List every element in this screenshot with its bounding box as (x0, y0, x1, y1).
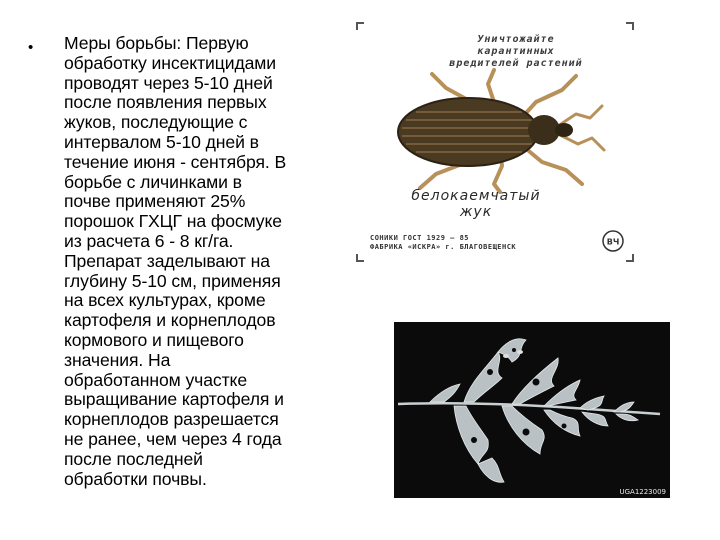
factory-logo-icon (602, 230, 624, 252)
stamp-name-line: жук (459, 204, 493, 220)
bullet-text (64, 34, 328, 489)
text-line: кормового и пищевого (64, 329, 244, 350)
crop-mark (626, 22, 634, 30)
text-line: после последней (64, 448, 203, 469)
text-line: картофеля и корнеплодов (64, 310, 276, 331)
text-line: глубину 5-10 см, применяя (64, 270, 281, 291)
photo-id-label: UGA1223009 (619, 488, 666, 496)
text-line: жуков, последующие с (64, 112, 248, 133)
stamp-heading-line: Уничтожайте (477, 34, 555, 45)
stamp-footer-line: ФАБРИКА «ИСКРА» г. БЛАГОВЕЩЕНСК (370, 243, 517, 251)
stamp-footer-line: СОНИКИ ГОСТ 1929 — 85 (370, 234, 470, 242)
text-line: борьбе с личинками в (64, 171, 242, 192)
logo-text: ВЧ (606, 237, 620, 247)
crop-mark (356, 254, 364, 262)
stamp-heading (416, 34, 616, 70)
text-line: из расчета 6 - 8 кг/га. (64, 230, 234, 251)
damaged-leaf-photo (394, 322, 670, 498)
text-line: не ранее, чем через 4 года (64, 428, 282, 449)
leaf-icon (394, 322, 670, 498)
stamp-name-line: белокаемчатый (411, 188, 541, 204)
stamp-heading-line: вредителей растений (449, 58, 583, 69)
crop-mark (626, 254, 634, 262)
text-line: обработанном участке (64, 369, 248, 390)
beetle-stamp-image (356, 22, 634, 262)
stamp-species-name (386, 188, 566, 220)
text-line: после появления первых (64, 92, 267, 113)
text-line: проводят через 5-10 дней (64, 72, 273, 93)
text-line: почве применяют 25% (64, 191, 246, 212)
stamp-heading-line: карантинных (477, 46, 555, 57)
beetle-icon (376, 66, 616, 194)
text-line: Препарат заделывают на (64, 250, 270, 271)
text-line: корнеплодов разрешается (64, 409, 279, 430)
bullet-block (28, 34, 328, 489)
text-line: Меры борьбы: Первую (64, 33, 249, 53)
text-line: течение июня - сентября. В (64, 151, 287, 172)
text-line: обработку инсектицидами (64, 52, 277, 73)
text-line: порошок ГХЦГ на фосмуке (64, 211, 282, 232)
crop-mark (356, 22, 364, 30)
text-line: выращивание картофеля и (64, 389, 284, 410)
text-line: обработки почвы. (64, 468, 207, 489)
text-line: интервалом 5-10 дней в (64, 131, 259, 152)
text-line: на всех культурах, кроме (64, 290, 266, 311)
bullet-marker: • (28, 39, 34, 56)
text-line: значения. На (64, 349, 171, 370)
stamp-footer (370, 234, 600, 252)
